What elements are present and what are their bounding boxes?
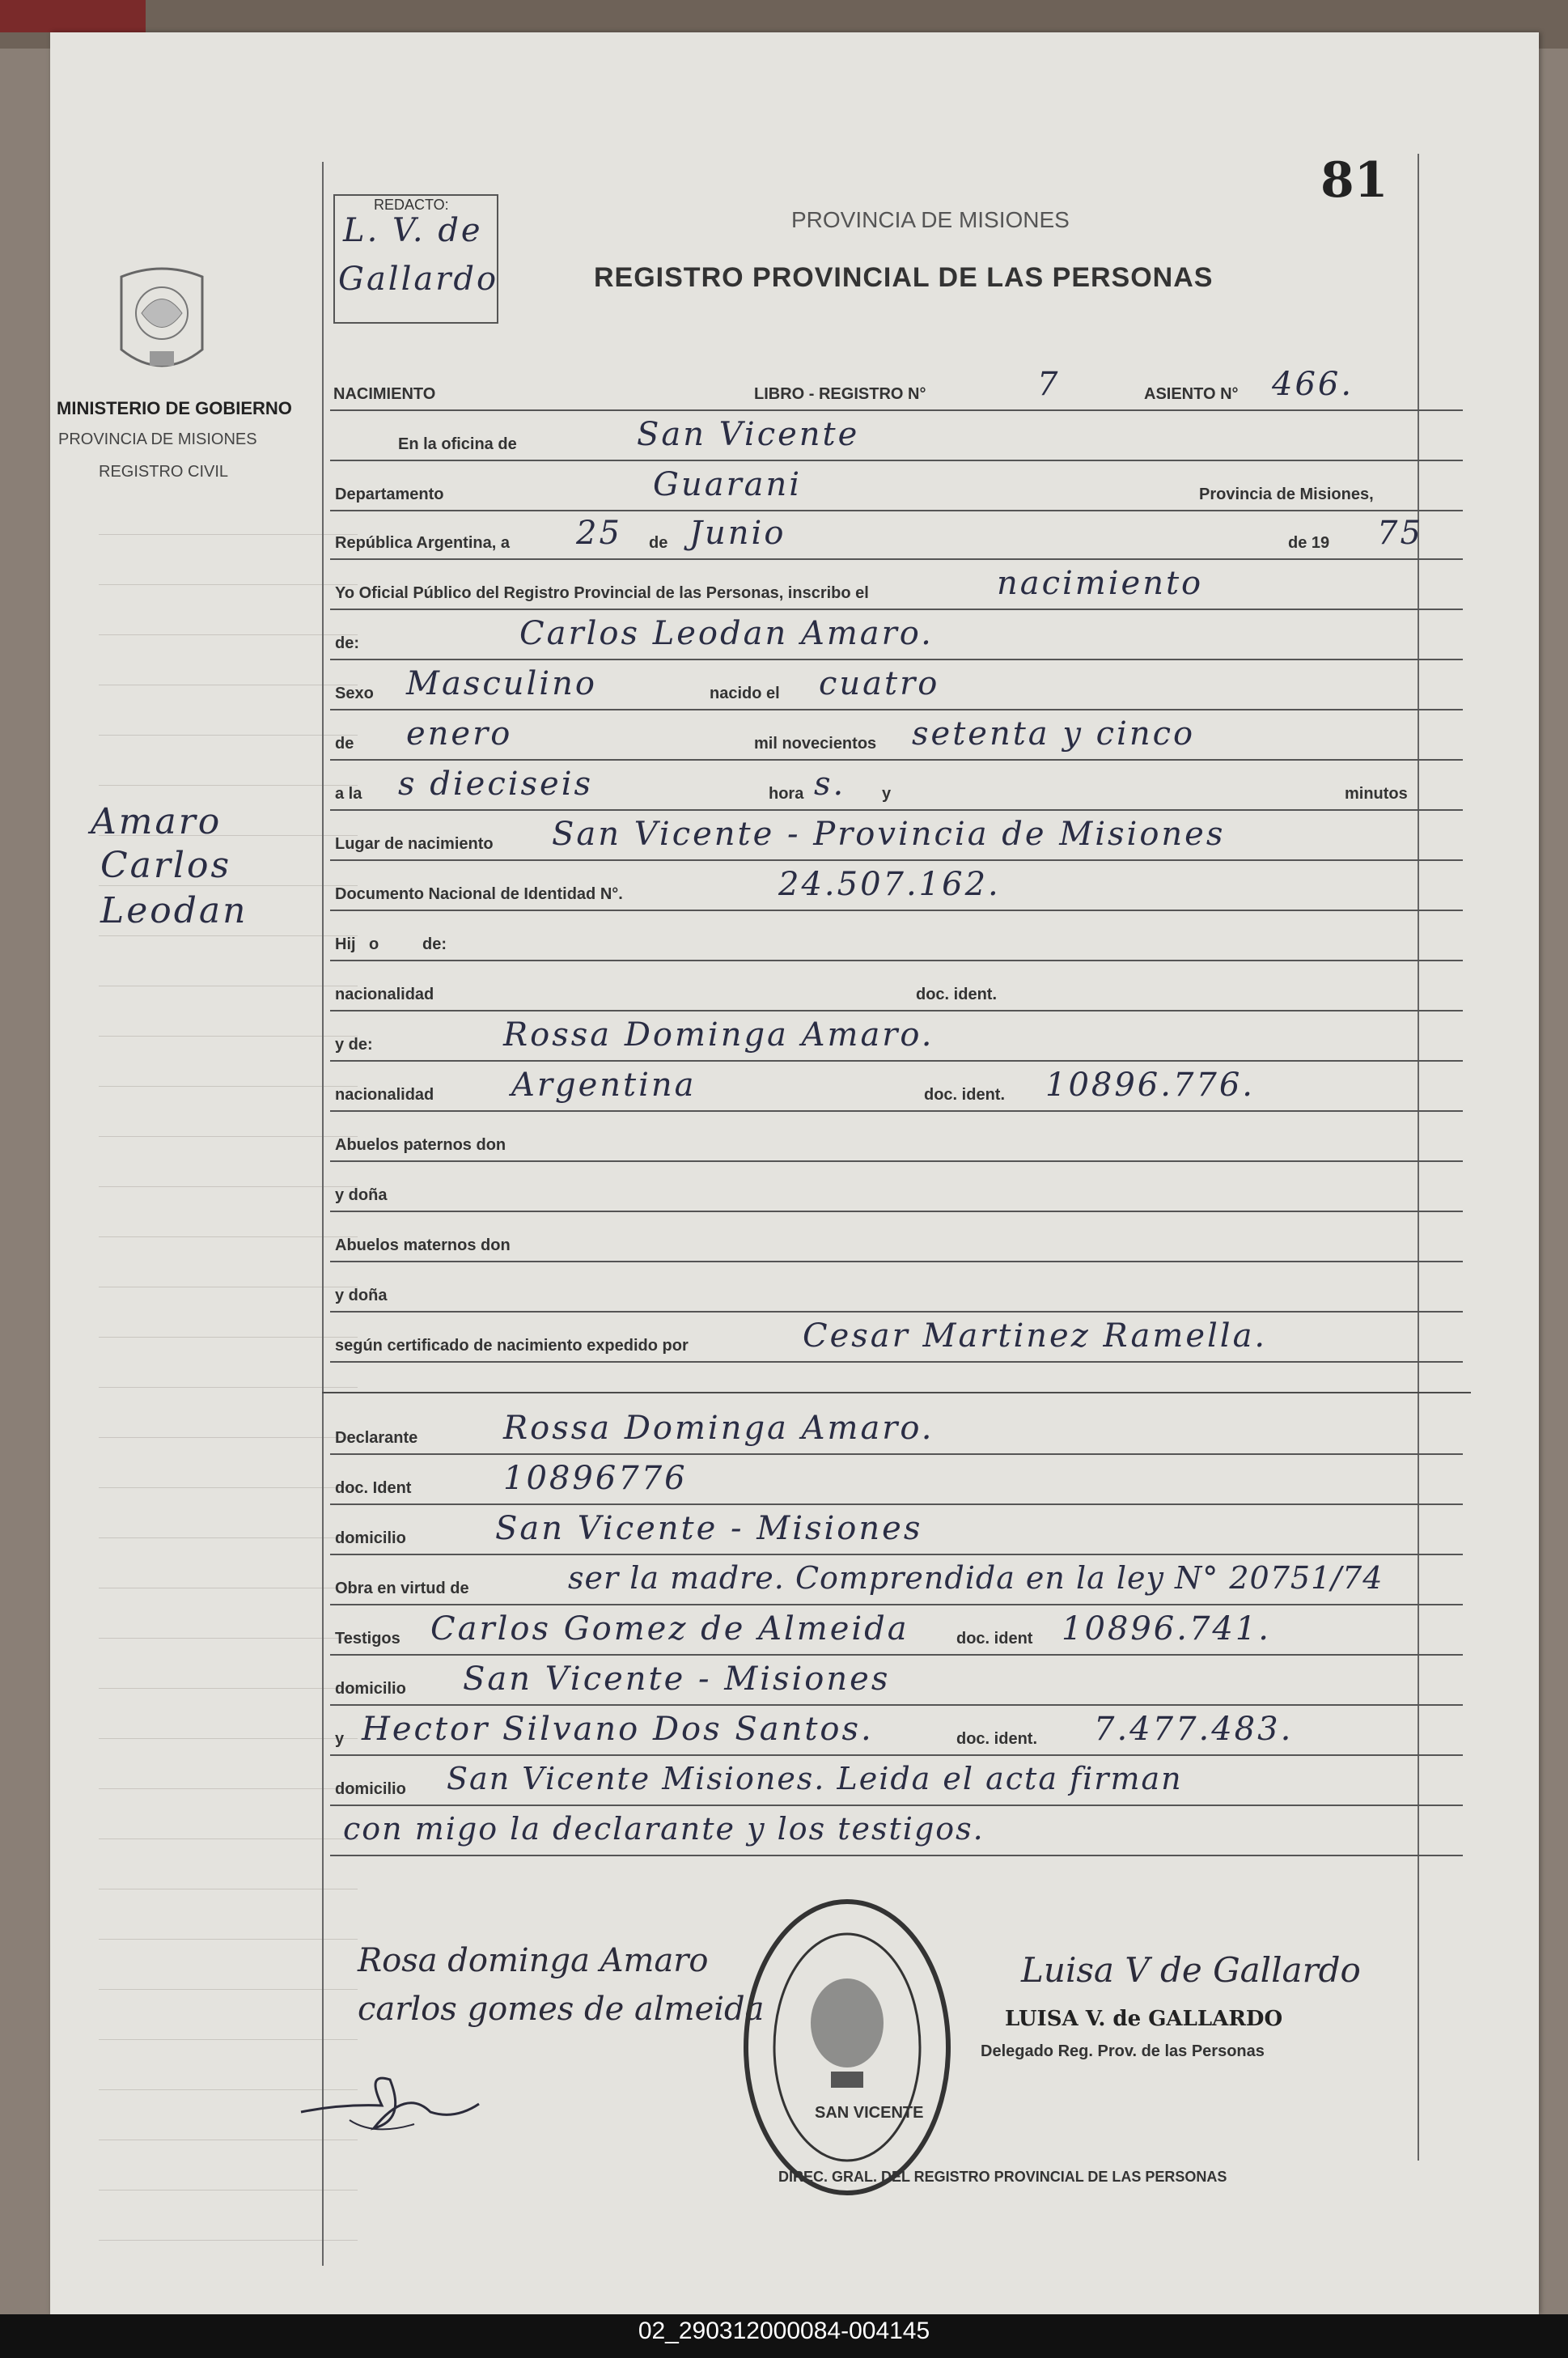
form-underline [330, 1554, 1463, 1555]
field-value-domicilio-value: San Vicente - Misiones [495, 1510, 923, 1547]
field-value-certificado-value: Cesar Martinez Ramella. [803, 1317, 1268, 1355]
field-value-cierre-line1: San Vicente Misiones. Leida el acta firman [447, 1761, 1183, 1796]
redacto-line2: Gallardo [338, 261, 499, 298]
margin-rule [99, 1939, 358, 1940]
form-underline [330, 1453, 1463, 1455]
field-label-nacido-label: nacido el [710, 685, 780, 702]
margin-note-name: Carlos [100, 845, 232, 886]
field-label-hijo-de-label: de: [422, 935, 447, 953]
form-underline [330, 1503, 1463, 1505]
field-label-obra-label: Obra en virtud de [335, 1580, 469, 1597]
field-label-y-dona-label: y doña [335, 1186, 388, 1204]
field-label-mil-label: mil novecientos [754, 735, 877, 753]
field-value-oficina-value: San Vicente [637, 416, 860, 453]
field-label-libro-label: LIBRO - REGISTRO N° [754, 385, 926, 403]
form-underline [330, 759, 1463, 761]
field-value-madre: Rossa Dominga Amaro. [503, 1016, 934, 1054]
field-value-anio-nacimiento: setenta y cinco [912, 715, 1196, 753]
field-value-inscribo-value: nacimiento [997, 565, 1204, 602]
redacto-label: REDACTO: [374, 197, 449, 213]
header-title: REGISTRO PROVINCIAL DE LAS PERSONAS [594, 262, 1214, 293]
field-value-libro-value: 7 [1037, 366, 1061, 403]
form-underline [330, 1211, 1463, 1212]
field-label-departamento-label: Departamento [335, 486, 444, 503]
field-value-testigo1: Carlos Gomez de Almeida [430, 1610, 909, 1648]
form-underline [330, 1704, 1463, 1706]
field-label-doc-ident-label: doc. ident [956, 1630, 1033, 1648]
field-label-sexo-label: Sexo [335, 685, 374, 702]
field-label-republica-label: República Argentina, a [335, 534, 510, 552]
margin-rule [99, 1337, 358, 1338]
form-underline [330, 1805, 1463, 1806]
field-label-domicilio3-label: domicilio [335, 1780, 406, 1798]
field-label-abuelos-pat-label: Abuelos paternos don [335, 1136, 506, 1154]
margin-rule [99, 1437, 358, 1438]
form-underline [330, 1261, 1463, 1262]
field-label-de-persona-label: de: [335, 634, 359, 652]
field-label-y-dona2-label: y doña [335, 1287, 388, 1304]
field-label-abuelos-mat-label: Abuelos maternos don [335, 1236, 511, 1254]
field-value-asiento-value: 466. [1272, 366, 1354, 403]
field-value-sexo-value: Masculino [406, 665, 597, 702]
field-label-oficina-label: En la oficina de [398, 435, 517, 453]
footer-label: 02_290312000084-004145 [638, 2318, 930, 2344]
margin-rule [99, 1537, 358, 1538]
margin-rule [99, 785, 358, 786]
field-value-dia: 25 [576, 515, 622, 552]
page-number: 81 [1320, 152, 1388, 209]
field-label-domicilio-label: domicilio [335, 1529, 406, 1547]
field-label-y-label: y [335, 1730, 345, 1748]
field-label-nacionalidad-label: nacionalidad [335, 986, 434, 1003]
form-underline [330, 809, 1463, 811]
form-underline [330, 460, 1463, 461]
field-label-ala-label: a la [335, 785, 362, 803]
margin-rule [99, 1136, 358, 1137]
redacto-line1: L. V. de [343, 212, 483, 249]
margin-rule [99, 1989, 358, 1990]
form-underline [330, 558, 1463, 560]
field-value-mes-nacimiento: enero [406, 715, 513, 753]
field-label-doc-label: doc. Ident [335, 1479, 412, 1497]
margin-rule [99, 735, 358, 736]
margin-rule [99, 1638, 358, 1639]
field-value-anio: 75 [1377, 515, 1423, 552]
margin-rule [99, 534, 358, 535]
form-underline [330, 510, 1463, 511]
form-underline [330, 1855, 1463, 1856]
field-value-testigo2: Hector Silvano Dos Santos. [362, 1711, 874, 1748]
field-label-hijo-suffix: o [369, 935, 379, 953]
margin-rule [99, 935, 358, 936]
field-label-certificado-label: según certificado de nacimiento expedido por [335, 1337, 689, 1355]
field-label-minutos-label: minutos [1345, 785, 1408, 803]
field-value-doc-value: 10896776 [503, 1460, 688, 1497]
form-underline [330, 609, 1463, 610]
margin-rule [99, 1186, 358, 1187]
form-underline [330, 1060, 1463, 1062]
signature-officer: Luisa V de Gallardo [1021, 1950, 1361, 1990]
document-page [50, 32, 1539, 2314]
field-label-hijo-label: Hij [335, 935, 356, 953]
margin-note-surname: Amaro [91, 801, 222, 842]
coat-of-arms-icon [105, 261, 218, 382]
margin-rule [99, 2240, 358, 2241]
margin-rule [99, 1688, 358, 1689]
margin-rule [99, 1387, 358, 1388]
margin-rule [99, 2039, 358, 2040]
margin-rule [99, 584, 358, 585]
field-value-declarante-value: Rossa Dominga Amaro. [503, 1410, 934, 1447]
field-value-testigo1-domicilio: San Vicente - Misiones [463, 1660, 891, 1698]
ministry-registro: REGISTRO CIVIL [99, 463, 229, 481]
margin-rule [99, 1036, 358, 1037]
margin-rule [99, 634, 358, 635]
section-divider [322, 1392, 1471, 1393]
field-value-departamento-value: Guarani [653, 466, 803, 503]
field-label-nacionalidad2-label: nacionalidad [335, 1086, 434, 1104]
field-value-testigo2-doc: 7.477.483. [1094, 1711, 1294, 1748]
field-value-nombre: Carlos Leodan Amaro. [519, 615, 934, 652]
field-label-asiento-label: ASIENTO N° [1144, 385, 1239, 403]
form-underline [330, 659, 1463, 660]
signature-declarante: Rosa dominga Amaro [358, 1942, 709, 1979]
field-label-doc-ident2-label: doc. ident. [956, 1730, 1037, 1748]
field-label-lugar-label: Lugar de nacimiento [335, 835, 494, 853]
form-underline [330, 1654, 1463, 1656]
form-right-border [1418, 154, 1419, 2161]
field-value-horas-value: s. [814, 766, 846, 803]
form-underline [330, 709, 1463, 710]
field-value-nacionalidad-madre: Argentina [511, 1067, 697, 1104]
field-label-doc-ident2-label: doc. ident. [924, 1086, 1005, 1104]
officer-title: Delegado Reg. Prov. de las Personas [981, 2042, 1265, 2060]
margin-rule [99, 1788, 358, 1789]
field-label-domicilio2-label: domicilio [335, 1680, 406, 1698]
margin-note-name2: Leodan [100, 890, 248, 931]
field-label-nacimiento-label: NACIMIENTO [333, 385, 436, 403]
field-label-y-de-label: y de: [335, 1036, 373, 1054]
field-value-dni-value: 24.507.162. [778, 866, 1001, 903]
form-underline [330, 1010, 1463, 1011]
field-value-mes: Junio [689, 515, 786, 552]
form-underline [330, 1754, 1463, 1756]
seal-city: SAN VICENTE [815, 2104, 924, 2122]
form-underline [330, 1361, 1463, 1363]
red-binding [0, 0, 146, 32]
signature-testigo: carlos gomes de almeida [358, 1991, 765, 2028]
field-label-doc-ident-label: doc. ident. [916, 986, 997, 1003]
seal-text: DIREC. GRAL. DEL REGISTRO PROVINCIAL DE LAS PERSONAS [778, 2169, 1227, 2185]
form-underline [330, 1311, 1463, 1313]
field-value-hora-value: s dieciseis [398, 766, 594, 803]
field-label-de-label: de [649, 534, 668, 552]
field-label-dni-label: Documento Nacional de Identidad N°. [335, 885, 623, 903]
field-label-provincia-suffix: Provincia de Misiones, [1199, 486, 1374, 503]
signature-scribble-icon [293, 2055, 487, 2144]
official-seal-icon [738, 1894, 956, 2201]
form-underline [330, 1604, 1463, 1605]
form-underline [330, 859, 1463, 861]
form-underline [330, 1160, 1463, 1162]
field-value-cierre-line2: con migo la declarante y los testigos. [343, 1811, 985, 1847]
field-value-doc-madre: 10896.776. [1045, 1067, 1256, 1104]
field-label-testigos-label: Testigos [335, 1630, 400, 1648]
field-value-testigo1-doc: 10896.741. [1062, 1610, 1272, 1648]
form-underline [330, 409, 1463, 411]
officer-name: LUISA V. de GALLARDO [1005, 2007, 1283, 2031]
field-label-horas-label: hora [769, 785, 804, 803]
field-label-de19-label: de 19 [1288, 534, 1330, 552]
margin-rule [99, 1487, 358, 1488]
margin-rule [99, 1236, 358, 1237]
field-label-y-label: y [882, 785, 892, 803]
form-underline [330, 1110, 1463, 1112]
field-value-obra-value: ser la madre. Comprendida en la ley N° 20751/74 [568, 1560, 1384, 1596]
field-label-de2-label: de [335, 735, 354, 753]
field-value-lugar-value: San Vicente - Provincia de Misiones [552, 816, 1226, 853]
field-label-oficial-label: Yo Oficial Público del Registro Provincial de las Personas, inscribo el [335, 584, 869, 602]
field-value-nacido-dia: cuatro [819, 665, 940, 702]
header-province: PROVINCIA DE MISIONES [791, 207, 1070, 232]
form-underline [330, 910, 1463, 911]
margin-rule [99, 1738, 358, 1739]
margin-rule [99, 1838, 358, 1839]
margin-rule [99, 1086, 358, 1087]
form-underline [330, 960, 1463, 961]
field-label-declarante-label: Declarante [335, 1429, 418, 1447]
form-left-border [322, 162, 324, 2266]
ministry-province: PROVINCIA DE MISIONES [58, 430, 257, 448]
ministry-title: MINISTERIO DE GOBIERNO [57, 398, 292, 418]
